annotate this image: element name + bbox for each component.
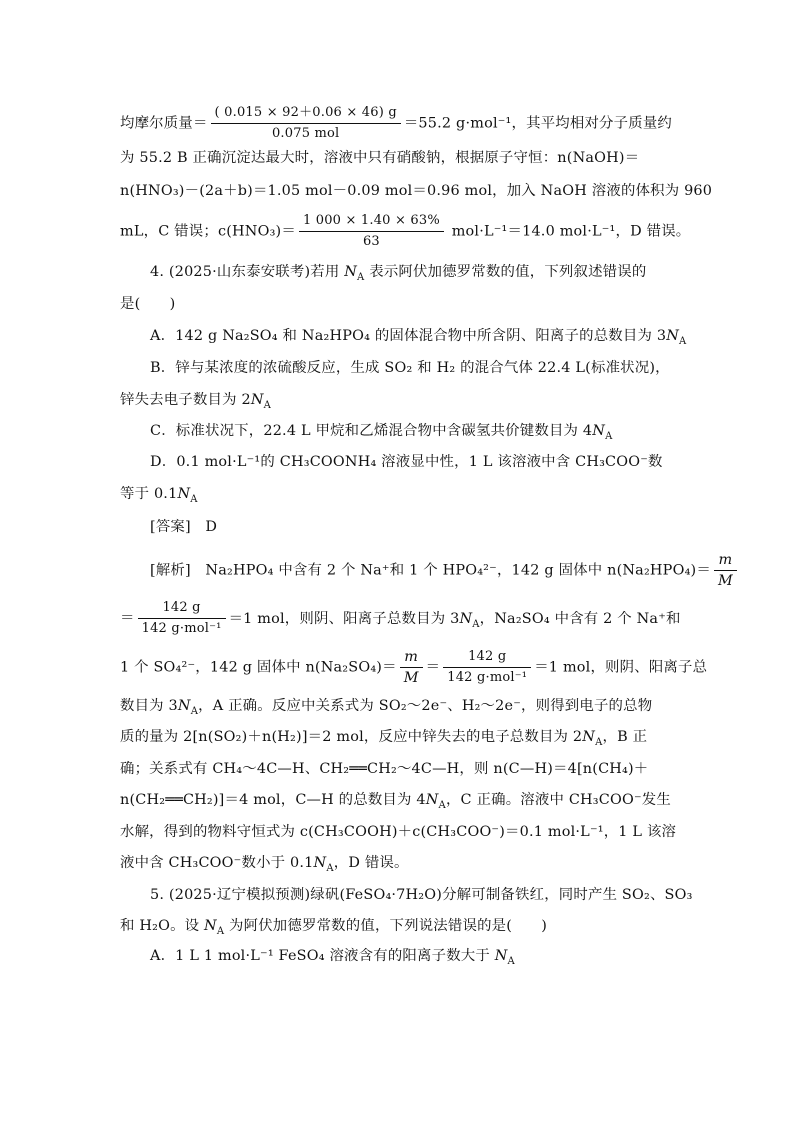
fraction-denominator: 63: [362, 234, 380, 249]
fraction-denominator: 142 g·mol⁻¹: [141, 621, 222, 636]
fraction-numerator: m: [714, 551, 737, 571]
fraction-numerator: 142 g: [443, 648, 531, 668]
fraction: [714, 551, 737, 590]
question-4-option-c: C．标准状况下，22.4 L 甲烷和乙烯混合物中含碳氢共价键数目为 $4N_A$: [150, 423, 613, 442]
fraction: [299, 212, 444, 251]
text-segment: mol·L⁻¹＝14.0 mol·L⁻¹，D 错误。: [446, 223, 691, 240]
text-segment: ＝: [120, 610, 135, 627]
question-5-stem: 5. (2025·辽宁模拟预测)绿矾(FeSO₄·7H₂O)分解可制备铁红，同时产生 SO₂、SO₃: [150, 887, 693, 903]
analysis-line-7: n(CH₂══CH₂)]＝4 mol，C—H 的总数目为 $4N_A$，C 正确。溶液中 CH₃COO⁻发生: [120, 792, 671, 811]
analysis-line-2: [120, 599, 680, 638]
fraction-denominator: M: [717, 573, 733, 589]
text-segment: ＝55.2 g·mol⁻¹，其平均相对分子质量约: [403, 115, 673, 132]
question-4-option-b: B．锌与某浓度的浓硫酸反应，生成 SO₂ 和 H₂ 的混合气体 22.4 L(标准状况)，: [150, 360, 670, 376]
analysis-line-8: 水解，得到的物料守恒式为 c(CH₃COOH)＋c(CH₃COO⁻)＝0.1 mol·L⁻¹，1 L 该溶: [120, 824, 677, 840]
analysis-line-1: [150, 551, 733, 590]
question-5-option-a: A．1 L 1 mol·L⁻¹ FeSO₄ 溶液含有的阳离子数大于 $N_A$: [150, 948, 515, 967]
text-line: 为 55.2 B 正确沉淀达最大时，溶液中只有硝酸钠，根据原子守恒：n(NaOH)＝: [120, 150, 640, 166]
text-segment: ＝: [425, 659, 441, 676]
fraction-denominator: 142 g·mol⁻¹: [447, 670, 528, 685]
fraction: [400, 648, 423, 687]
fraction-denominator: M: [403, 670, 419, 686]
question-4-stem: 4. (2025·山东泰安联考)若用 $N_A$ 表示阿伏加德罗常数的值，下列叙述错误的: [150, 264, 647, 283]
fraction: [211, 104, 401, 143]
question-5-stem-cont: 和 H₂O。设 $N_A$ 为阿伏加德罗常数的值，下列说法错误的是( ): [120, 918, 548, 937]
text-segment: ＝1 mol，则阴、阳离子总: [534, 659, 708, 676]
analysis-line-3: [120, 648, 708, 687]
text-line-hno3-concentration: [120, 212, 691, 251]
question-4-option-d: D．0.1 mol·L⁻¹的 CH₃COONH₄ 溶液显中性，1 L 该溶液中含 CH₃COO⁻数: [150, 454, 663, 470]
text-line-molar-mass: [120, 104, 680, 143]
question-4-option-b-cont: 锌失去电子数目为 $2N_A$: [120, 392, 272, 411]
text-segment: [解析] Na₂HPO₄ 中含有 2 个 Na⁺和 1 个 HPO₄²⁻，142 g 固体中 n(Na₂HPO₄)＝: [150, 562, 711, 579]
analysis-line-9: 液中含 CH₃COO⁻数小于 $0.1N_A$，D 错误。: [120, 855, 409, 874]
fraction-numerator: 1 000 × 1.40 × 63%: [299, 212, 444, 232]
fraction-numerator: 142 g: [138, 599, 226, 619]
question-4-stem-cont: 是( ): [120, 296, 176, 312]
fraction-numerator: m: [400, 648, 423, 668]
fraction-denominator: 0.075 mol: [271, 126, 340, 141]
text-segment: 1 个 SO₄²⁻，142 g 固体中 n(Na₂SO₄)＝: [120, 659, 397, 676]
text-line: n(HNO₃)－(2a＋b)＝1.05 mol－0.09 mol＝0.96 mol，加入 NaOH 溶液的体积为 960: [120, 183, 713, 199]
text-segment: mL，C 错误；c(HNO₃)＝: [120, 223, 296, 240]
fraction: [138, 599, 226, 638]
answer-label: [答案] D: [150, 519, 218, 535]
question-4-option-a: A．142 g Na₂SO₄ 和 Na₂HPO₄ 的固体混合物中所含阴、阳离子的总数目为 $3N_A$: [150, 328, 687, 347]
fraction-numerator: ( 0.015 × 92＋0.06 × 46) g: [211, 104, 401, 124]
analysis-line-6: 确；关系式有 CH₄～4C—H、CH₂══CH₂～4C—H，则 n(C—H)＝4[n(CH₄)＋: [120, 761, 649, 777]
analysis-line-4: 数目为 $3N_A$，A 正确。反应中关系式为 SO₂～2e⁻、H₂～2e⁻，则得到电子的总物: [120, 698, 653, 717]
text-segment: 均摩尔质量＝: [120, 115, 208, 132]
text-segment: ＝1 mol，则阴、阳离子总数目为 $3N_A$，Na₂SO₄ 中含有 2 个 Na⁺和: [228, 610, 681, 630]
fraction: [443, 648, 531, 687]
analysis-line-5: 质的量为 2[n(SO₂)＋n(H₂)]＝2 mol，反应中锌失去的电子总数目为 $2N_A$，B 正: [120, 729, 648, 748]
question-4-option-d-cont: 等于 $0.1N_A$: [120, 486, 198, 505]
